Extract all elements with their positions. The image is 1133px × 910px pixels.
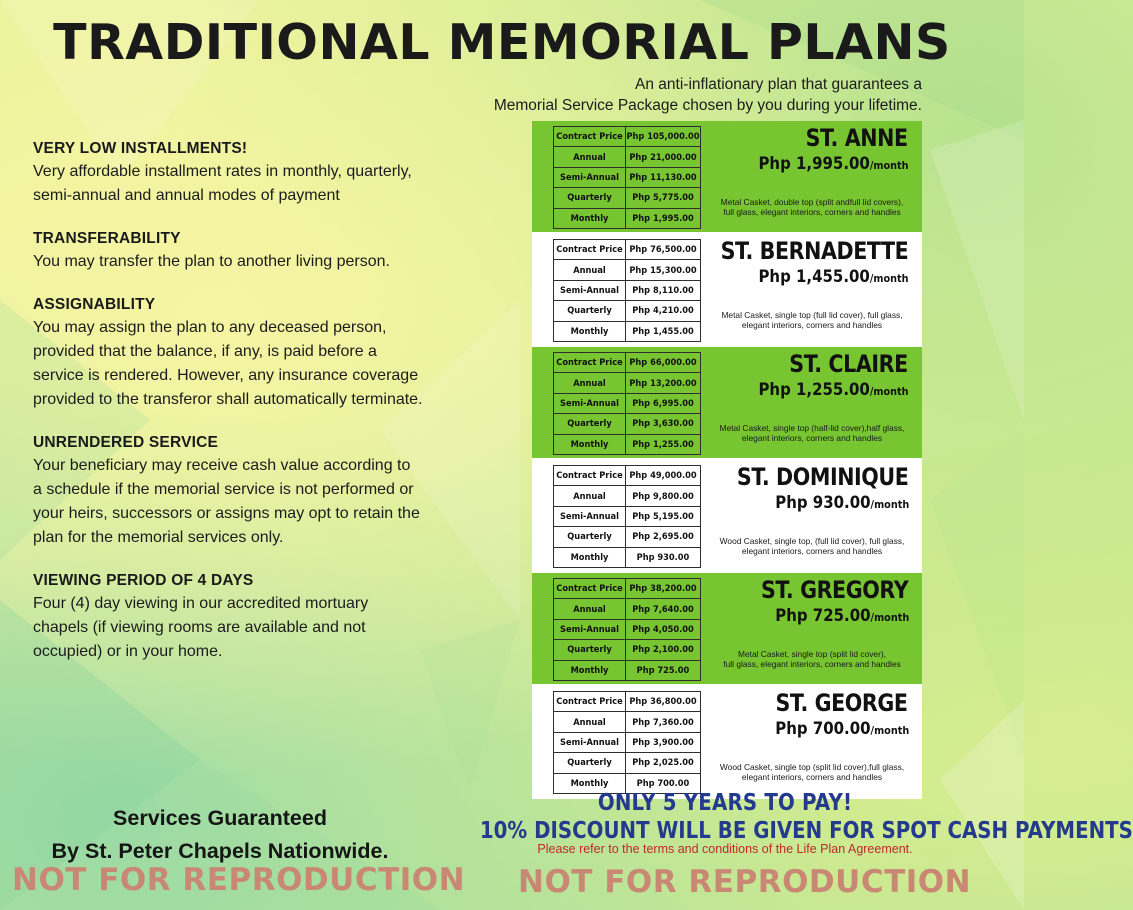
plan-description-line: Metal Casket, single top (full lid cover), full glass, [721,310,903,320]
price-row-label: Annual [554,712,626,732]
price-row [554,167,701,187]
price-per-month: /month [870,159,909,172]
plan-monthly-price [759,380,909,400]
price-row-value: Php 76,500.00 [626,240,701,260]
price-row-label: Annual [554,147,626,167]
price-row-value: Php 4,210.00 [626,301,701,321]
guarantee-line-1: Services Guaranteed [113,806,327,830]
price-row [554,712,701,732]
benefit-text: Four (4) day viewing in our accredited mortuary chapels (if viewing rooms are available and not occupied) or in your home. [33,595,369,660]
plan-description-line: Wood Casket, single top, (full lid cover), full glass, [719,536,905,546]
price-row-label: Monthly [554,434,626,454]
price-row-value: Php 15,300.00 [626,260,701,280]
pay-years-text: ONLY 5 YEARS TO PAY! [597,790,853,816]
plan-description [712,197,912,217]
subtitle [322,74,922,116]
plan-description-line: Metal Casket, single top (half-lid cover),half glass, [719,423,905,433]
price-row [554,506,701,526]
plan-description-line: elegant interiors, corners and handles [741,546,883,556]
watermark-right: NOT FOR REPRODUCTION [518,864,972,900]
benefit-text: You may transfer the plan to another living person. [33,253,390,270]
plan-description [712,762,912,782]
price-row-value: Php 5,195.00 [626,506,701,526]
plan-card [532,121,922,234]
price-row-value: Php 2,100.00 [626,640,701,660]
price-row-label: Contract Price [554,353,626,373]
plan-description-line: full glass, elegant interiors, corners and handles [723,207,901,217]
price-row [554,260,701,280]
benefit-heading: ASSIGNABILITY [33,296,156,313]
price-row-label: Annual [554,486,626,506]
price-row [554,579,701,599]
price-row [554,434,701,454]
price-row-label: Semi-Annual [554,167,626,187]
price-row-label: Semi-Annual [554,619,626,639]
plan-card [532,347,922,460]
benefit-unrendered-service [33,434,423,550]
price-row-value: Php 1,455.00 [626,321,701,341]
price-row-label: Quarterly [554,301,626,321]
price-row-value: Php 2,025.00 [626,753,701,773]
price-row [554,280,701,300]
price-row-label: Quarterly [554,414,626,434]
price-row [554,188,701,208]
plan-description-line: Wood Casket, single top (split lid cover),full glass, [719,762,905,772]
price-row [554,321,701,341]
price-row-value: Php 7,640.00 [626,599,701,619]
price-row-label: Annual [554,260,626,280]
benefit-installments [33,140,423,208]
price-row [554,466,701,486]
plan-monthly-price [759,154,909,174]
price-row-label: Contract Price [554,240,626,260]
price-row-label: Contract Price [554,127,626,147]
price-row-label: Semi-Annual [554,732,626,752]
price-per-month: /month [870,385,909,398]
price-row [554,301,701,321]
price-row-label: Monthly [554,547,626,567]
price-row [554,208,701,228]
price-per-month: /month [870,724,909,737]
price-row-label: Monthly [554,773,626,793]
price-row-value: Php 2,695.00 [626,527,701,547]
price-per-month: /month [870,611,909,624]
price-row [554,619,701,639]
benefit-heading: VERY LOW INSTALLMENTS! [33,140,248,157]
plan-description-line: Metal Casket, single top (split lid cover), [737,649,886,659]
plan-description [712,536,912,556]
price-row [554,732,701,752]
price-row-label: Monthly [554,321,626,341]
price-row-value: Php 725.00 [626,660,701,680]
price-row [554,486,701,506]
plan-description-line: full glass, elegant interiors, corners and handles [723,659,901,669]
plan-monthly-price [775,719,909,739]
price-row-value: Php 49,000.00 [626,466,701,486]
subtitle-line-2: Memorial Service Package chosen by you during your lifetime. [493,97,922,114]
price-row-label: Semi-Annual [554,506,626,526]
price-row-label: Annual [554,373,626,393]
price-table [553,691,701,794]
price-amount: Php 1,995.00 [758,154,871,174]
price-row [554,240,701,260]
benefit-text: Your beneficiary may receive cash value according to a schedule if the memorial service is not performed or your heirs, successors or assigns may opt to retain the plan for the memorial services only. [33,457,420,546]
price-row-label: Quarterly [554,527,626,547]
plan-description-line: elegant interiors, corners and handles [741,433,883,443]
price-row-value: Php 9,800.00 [626,486,701,506]
price-row-value: Php 3,630.00 [626,414,701,434]
price-per-month: /month [870,272,909,285]
price-row-label: Monthly [554,208,626,228]
price-row-value: Php 700.00 [626,773,701,793]
plan-description [712,423,912,443]
price-amount: Php 930.00 [775,493,871,513]
price-row-value: Php 6,995.00 [626,393,701,413]
price-table [553,239,701,342]
price-row-value: Php 66,000.00 [626,353,701,373]
price-row-value: Php 1,995.00 [626,208,701,228]
plan-name: ST. GEORGE [775,689,908,717]
plan-monthly-price [775,493,909,513]
plan-description-line: Metal Casket, double top (split andfull lid covers), [720,197,904,207]
plan-name: ST. DOMINIQUE [736,463,908,491]
benefit-viewing-period [33,572,423,664]
price-row [554,353,701,373]
plan-card [532,234,922,347]
plan-card [532,573,922,686]
price-row [554,547,701,567]
price-row-label: Quarterly [554,753,626,773]
guarantee-line-2: By St. Peter Chapels Nationwide. [51,839,389,863]
price-table [553,352,701,455]
plan-name: ST. BERNADETTE [720,237,908,265]
price-per-month: /month [870,498,909,511]
price-row [554,753,701,773]
benefit-assignability [33,296,423,412]
benefit-heading: UNRENDERED SERVICE [33,434,219,451]
price-table [553,465,701,568]
plan-name: ST. CLAIRE [789,350,908,378]
plans-list [532,121,922,799]
plan-monthly-price [759,267,909,287]
price-row-value: Php 7,360.00 [626,712,701,732]
price-row-value: Php 5,775.00 [626,188,701,208]
price-row [554,147,701,167]
price-row-label: Contract Price [554,466,626,486]
price-table [553,126,701,229]
price-row [554,373,701,393]
benefit-heading: TRANSFERABILITY [33,230,181,247]
subtitle-line-1: An anti-inflationary plan that guarantees a [635,76,922,93]
price-row [554,127,701,147]
price-row-value: Php 3,900.00 [626,732,701,752]
plan-name: ST. ANNE [805,124,908,152]
plan-description [712,310,912,330]
plan-description-line: elegant interiors, corners and handles [741,320,883,330]
plan-description [712,649,912,669]
price-row [554,599,701,619]
plan-monthly-price [775,606,909,626]
benefit-text: Very affordable installment rates in monthly, quarterly, semi-annual and annual modes of payment [33,163,412,204]
price-row-label: Annual [554,599,626,619]
price-row-label: Contract Price [554,692,626,712]
price-table [553,578,701,681]
price-row-label: Semi-Annual [554,280,626,300]
price-row-value: Php 13,200.00 [626,373,701,393]
price-row-label: Semi-Annual [554,393,626,413]
price-row-value: Php 8,110.00 [626,280,701,300]
discount-text: 10% DISCOUNT WILL BE GIVEN FOR SPOT CASH PAYMENTS [479,818,1133,844]
price-row-label: Quarterly [554,640,626,660]
price-row-label: Monthly [554,660,626,680]
price-row [554,660,701,680]
price-row [554,640,701,660]
benefit-heading: VIEWING PERIOD OF 4 DAYS [33,572,254,589]
price-row [554,527,701,547]
price-row-value: Php 4,050.00 [626,619,701,639]
benefit-text: You may assign the plan to any deceased person, provided that the balance, if any, is paid before a service is rendered. However, any insurance coverage provided to the transferor shall automatically terminate. [33,319,423,408]
price-row-label: Quarterly [554,188,626,208]
watermark-left: NOT FOR REPRODUCTION [12,862,466,898]
price-amount: Php 1,455.00 [758,267,871,287]
terms-note: Please refer to the terms and conditions of the Life Plan Agreement. [537,842,913,856]
price-row-value: Php 930.00 [626,547,701,567]
benefit-transferability [33,230,423,274]
price-amount: Php 725.00 [775,606,871,626]
price-row-value: Php 38,200.00 [626,579,701,599]
plan-name: ST. GREGORY [760,576,908,604]
payment-offer [440,790,1133,856]
price-row-value: Php 1,255.00 [626,434,701,454]
price-row-value: Php 105,000.00 [626,127,701,147]
price-row [554,692,701,712]
plan-card [532,460,922,573]
price-amount: Php 700.00 [775,719,871,739]
price-row [554,393,701,413]
price-row-value: Php 21,000.00 [626,147,701,167]
benefits-list [33,140,423,686]
guarantee-note [30,802,410,868]
price-amount: Php 1,255.00 [758,380,871,400]
page-title: TRADITIONAL MEMORIAL PLANS [53,14,951,71]
price-row-label: Contract Price [554,579,626,599]
price-row [554,414,701,434]
price-row-value: Php 11,130.00 [626,167,701,187]
price-row-value: Php 36,800.00 [626,692,701,712]
plan-description-line: elegant interiors, corners and handles [741,772,883,782]
plan-card [532,686,922,799]
